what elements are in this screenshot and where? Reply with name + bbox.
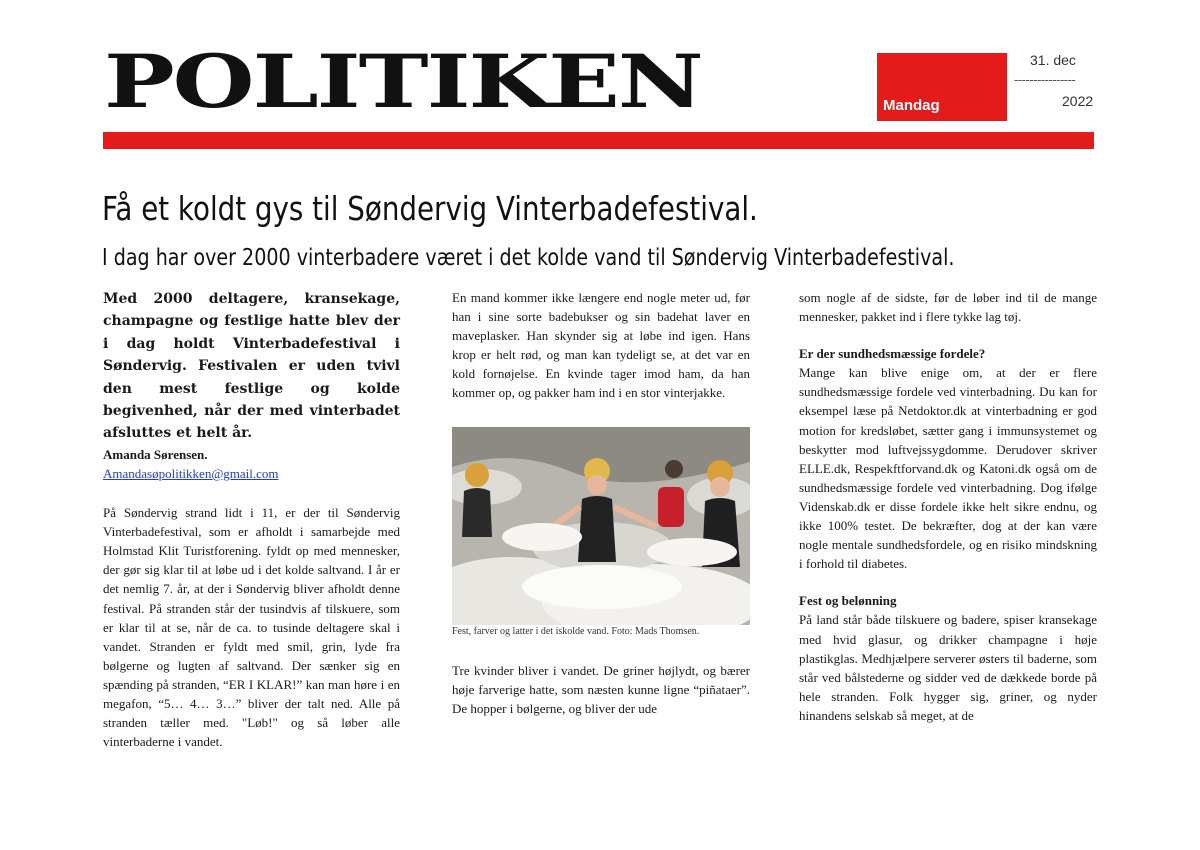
photo-caption: Fest, farver og latter i det iskolde vand. Foto: Mads Thomsen. — [452, 625, 700, 637]
date-year: 2022 — [1062, 93, 1094, 109]
column-1-body: På Søndervig strand lidt i 11, er der til Søndervig Vinterbadefestival, som er afholdt i samarbejde med Holmstad Klit Turistforening. fyldt op med mennesker, der gør sig klar til at løbe ud i det kolde saltvand. I år er det nemlig 7. år, at der i Søndervig bliver afholdt denne festival. På stranden står der tusindvis af tilskuere, som er klar til at se, når de ca. to tusinde deltagere skal i vandet. Stranden er fyldt med smil, grin, lyde fra bølgerne og lugten af saltvand. Der sænker sig en spænding på stranden, “ER I KLAR!” kan man høre i en megafon, “5… 4… 3…” bliver der talt ned. Alle på stranden tæller med. "Løb!" og så løber alle vinterbaderne i vandet. — [103, 505, 400, 750]
article-lead: Med 2000 deltagere, kransekage, champagne og festlige hatte blev der i dag holdt Vinterbadefestival i Søndervig. Festivalen er uden tvivl den mest festlige og kolde begivenhed, når der med vinterbadet afsluttes et helt år. — [103, 291, 400, 442]
column-3-top: som nogle af de sidste, før de løber ind til de mange mennesker, pakket ind i flere tykke lag tøj. — [799, 290, 1097, 325]
day-label: Mandag — [883, 97, 940, 114]
article-photo — [452, 427, 750, 625]
section-heading-health: Er der sundhedsmæssige fordele? — [799, 346, 986, 362]
section-heading-party: Fest og belønning — [799, 593, 897, 609]
day-badge — [877, 53, 1007, 121]
article-column-3 — [799, 288, 1097, 725]
column-2-bottom: Tre kvinder bliver i vandet. De griner højlydt, og bærer høje farverige hatte, som næsten kunne ligne “piñataer”. De hopper i bølgerne, og bliver der ude — [452, 662, 750, 716]
masthead-divider — [103, 132, 1094, 149]
newspaper-logo: POLITIKEN — [104, 39, 702, 125]
section-body-party: På land står både tilskuere og badere, spiser kransekage med hvid glasur, og drikker champagne i høje plastikglas. Medhjælpere serverer østers til baderne, som står ved bålstederne og sidder ved de dækkede borde på hele stranden. Folk hygger sig, griner, og nyder hinandens selskab så meget, at de — [799, 612, 1097, 723]
article-column-1 — [103, 288, 400, 751]
date-day-month: 31. dec — [1030, 52, 1076, 68]
article-subheadline: I dag har over 2000 vinterbadere været i det kolde vand til Søndervig Vinterbadefestival. — [102, 245, 955, 271]
article-column-2 — [452, 288, 750, 718]
author-email-link[interactable]: Amandasøpolitikken@gmail.com — [103, 465, 279, 481]
author-name: Amanda Sørensen. — [103, 446, 208, 462]
section-body-health: Mange kan blive enige om, at der er flere sundhedsmæssige fordele ved vinterbadning. Du kan for eksempel læse på Netdoktor.dk at vinterbadning er god motion for kredsløbet, sætter gang i immunsystemet og beskytter mod luftvejssygdomme. Derudover skriver ELLE.dk, Respekftforvand.dk og Katoni.dk også om de sundhedsmæssige fordele ved vinterbadning. Dog ifølge Videnskab.dk er disse fordele ikke helt sikre endnu, og ikke 100% testet. De bekræfter, dog at der kan være nogle mentale sundhedsfordele, og en risiko mindskning i forhold til diabetes. — [799, 365, 1097, 572]
column-2-top: En mand kommer ikke længere end nogle meter ud, før han i sine sorte badebukser og sin badehat laver en maveplasker. Han skynder sig at løbe ind igen. Hans krop er helt rød, og man kan tydeligt se, at det var en kold fornøjelse. En kvinde tager imod ham, da han kommer op, og pakker ham ind i en stor vinterjakke. — [452, 290, 750, 401]
swimmers-photo-illustration — [452, 427, 750, 625]
date-separator: ---------------- — [1014, 72, 1076, 87]
article-headline: Få et koldt gys til Søndervig Vinterbadefestival. — [102, 189, 758, 228]
